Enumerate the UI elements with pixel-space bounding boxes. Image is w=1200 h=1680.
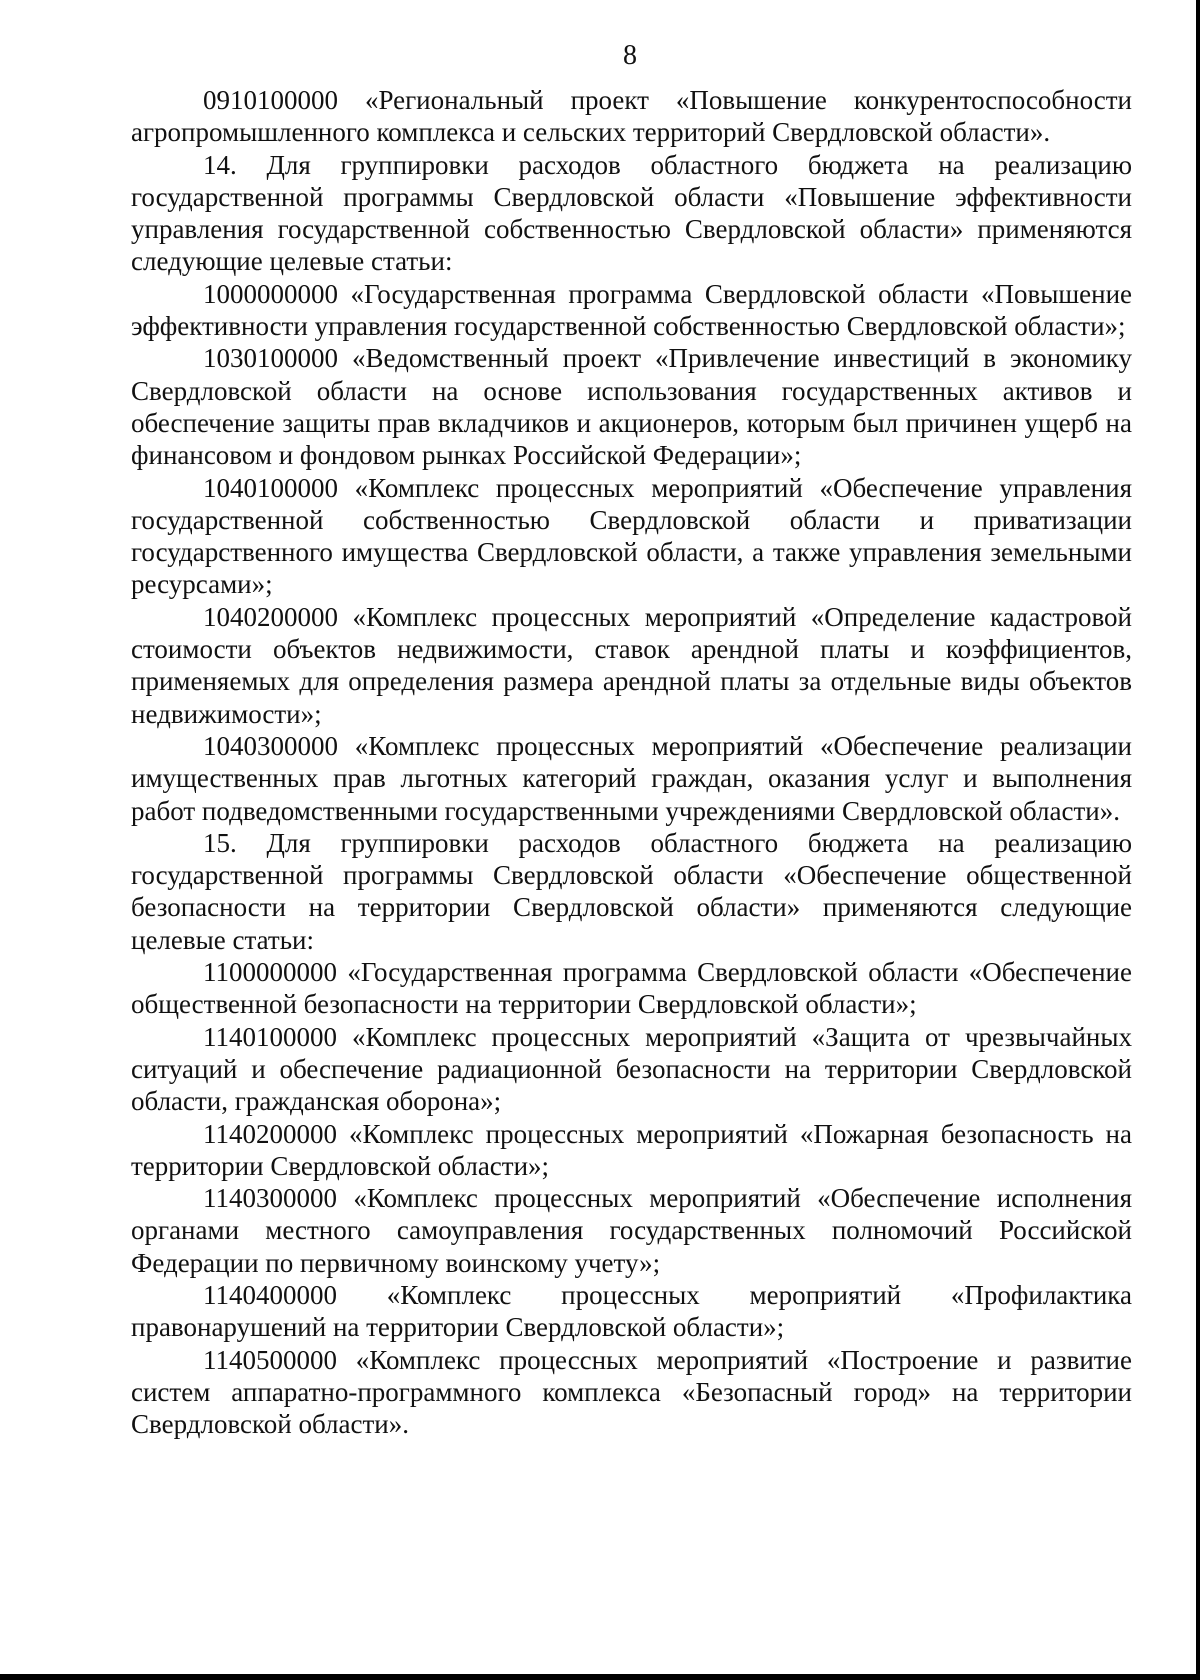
paragraph-code-1140200000: 1140200000 «Комплекс процессных мероприятий «Пожарная безопасность на территории Свердловской области»;	[131, 1118, 1132, 1181]
paragraph-code-1140400000: 1140400000 «Комплекс процессных мероприятий «Профилактика правонарушений на территории Свердловской области»;	[131, 1279, 1132, 1343]
paragraph-code-1030100000: 1030100000 «Ведомственный проект «Привлечение инвестиций в экономику Свердловской области на основе использования государственных активов и обеспечение защиты прав вкладчиков и акционеров, которым был причинен ущерб на финансовом и фондовом рынках Российской Федерации»;	[131, 343, 1132, 471]
paragraph-code-1040300000: 1040300000 «Комплекс процессных мероприятий «Обеспечение реализации имущественных прав льготных категорий граждан, оказания услуг и выполнения работ подведомственными государственными учреждениями Свердловской области».	[131, 730, 1132, 826]
document-body	[131, 84, 1132, 1440]
paragraph-item-15: 15. Для группировки расходов областного бюджета на реализацию государственной программы Свердловской области «Обеспечение общественной безопасности на территории Свердловской области» применяются следующие целевые статьи:	[131, 827, 1132, 955]
scan-border-bottom	[0, 1674, 1200, 1680]
paragraph-code-1140500000: 1140500000 «Комплекс процессных мероприятий «Построение и развитие систем аппаратно-программного комплекса «Безопасный город» на территории Свердловской области».	[131, 1344, 1132, 1440]
paragraph-code-1140300000: 1140300000 «Комплекс процессных мероприятий «Обеспечение исполнения органами местного самоуправления государственных полномочий Российской Федерации по первичному воинскому учету»;	[131, 1183, 1132, 1278]
paragraph-code-0910100000: 0910100000 «Региональный проект «Повышение конкурентоспособности агропромышленного комплекса и сельских территорий Свердловской области».	[131, 85, 1132, 148]
scan-border-right	[1196, 0, 1200, 1680]
page-number: 8	[623, 40, 637, 71]
paragraph-item-14: 14. Для группировки расходов областного бюджета на реализацию государственной программы Свердловской области «Повышение эффективности управления государственной собственностью Свердловской области» применяются следующие целевые статьи:	[131, 149, 1132, 277]
paragraph-code-1000000000: 1000000000 «Государственная программа Свердловской области «Повышение эффективности управления государственной собственностью Свердловской области»;	[131, 278, 1132, 342]
paragraph-code-1100000000: 1100000000 «Государственная программа Свердловской области «Обеспечение общественной безопасности на территории Свердловской области»;	[131, 957, 1132, 1020]
paragraph-code-1040200000: 1040200000 «Комплекс процессных мероприятий «Определение кадастровой стоимости объектов недвижимости, ставок арендной платы и коэффициентов, применяемых для определения размера арендной платы за отдельные виды объектов недвижимости»;	[131, 601, 1132, 729]
paragraph-code-1140100000: 1140100000 «Комплекс процессных мероприятий «Защита от чрезвычайных ситуаций и обеспечение радиационной безопасности на территории Свердловской области, гражданская оборона»;	[131, 1021, 1132, 1117]
paragraph-code-1040100000: 1040100000 «Комплекс процессных мероприятий «Обеспечение управления государственной собственностью Свердловской области и приватизации государственного имущества Свердловской области, а также управления земельными ресурсами»;	[131, 472, 1132, 600]
